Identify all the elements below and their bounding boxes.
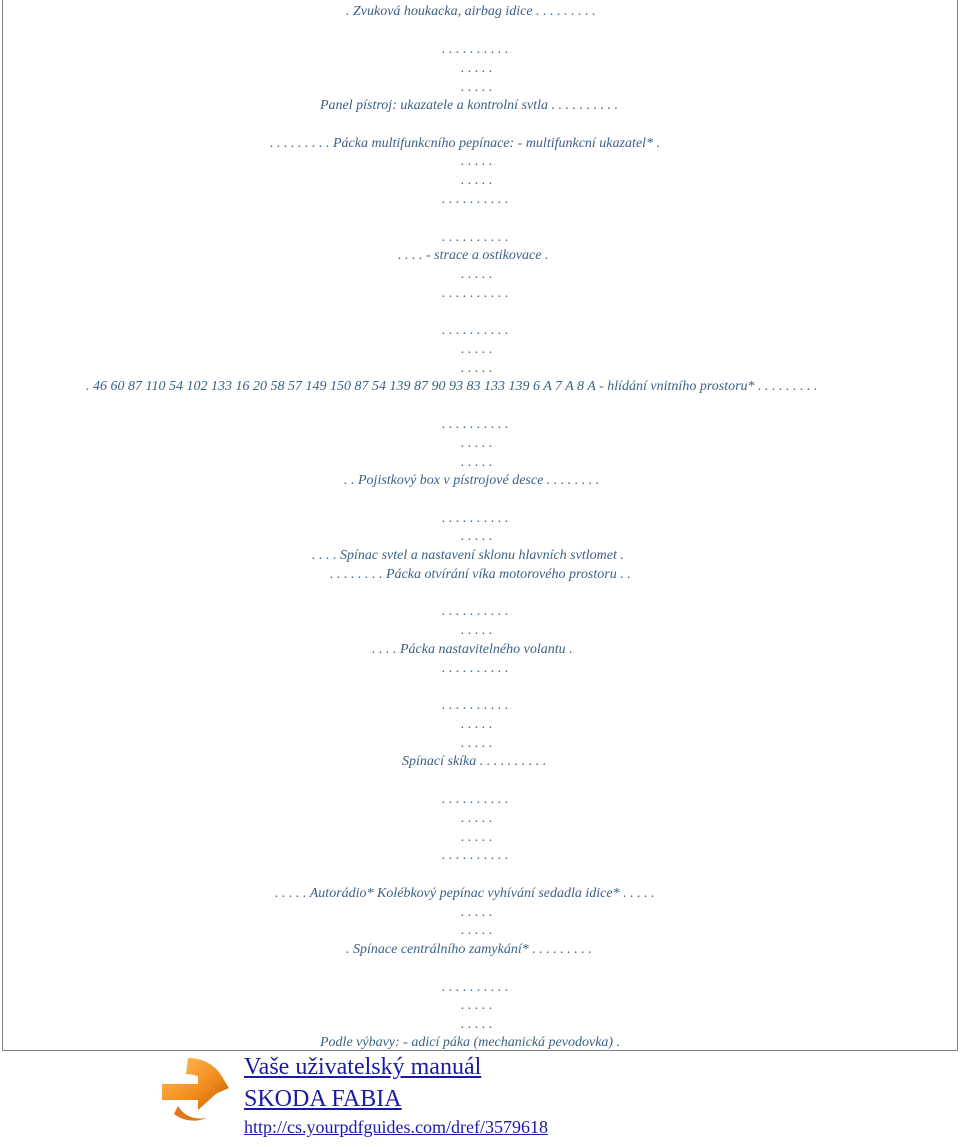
- text-line: . . . . .: [461, 61, 493, 76]
- text-line: . . . . . . . . . .: [442, 698, 509, 713]
- text-line: . . . . .: [461, 361, 493, 376]
- url-link[interactable]: http://cs.yourpdfguides.com/dref/3579618: [244, 1117, 548, 1137]
- text-line: . . . . - strace a ostikovace .: [398, 248, 549, 263]
- text-line: . . . . . . . . . .: [442, 661, 509, 676]
- text-line: . . . . .: [461, 173, 493, 188]
- text-line: . . . . . Autorádio* Kolébkový pepínac vyhívání sedadla idice* . . . . .: [275, 886, 655, 901]
- text-line: . . . . .: [461, 154, 493, 169]
- text-line: . . . . . . . . . .: [442, 848, 509, 863]
- text-line: . . . . . . . . Pácka otvírání víka motorového prostoru . .: [330, 567, 631, 582]
- text-line: . . . . . . . . . .: [442, 286, 509, 301]
- text-line: . . . . .: [461, 717, 493, 732]
- text-line: . . . . . . . . . Pácka multifunkcního pepínace: - multifunkcní ukazatel* .: [270, 136, 660, 151]
- text-line: . . . . .: [461, 267, 493, 282]
- text-line: . . . . .: [461, 342, 493, 357]
- text-line: . . . . .: [461, 998, 493, 1013]
- text-line: . . . . . . . . . .: [442, 323, 509, 338]
- text-line: . Zvuková houkacka, airbag idice . . . . . . . . .: [346, 4, 596, 19]
- text-line: Panel pístroj: ukazatele a kontrolní svtla . . . . . . . . . .: [320, 98, 618, 113]
- text-line: . . . . Spínac svtel a nastavení sklonu hlavních svtlomet .: [312, 548, 624, 563]
- text-line: . . . . .: [461, 923, 493, 938]
- text-line: . . . . .: [461, 830, 493, 845]
- text-line: . . . . . . . . . .: [442, 192, 509, 207]
- text-line: . . . . . . . . . .: [442, 417, 509, 432]
- text-line: . 46 60 87 110 54 102 133 16 20 58 57 149 150 87 54 139 87 90 93 83 133 139 6 A 7 A 8 A - hlídání vnitního prostoru* . . . . . . . . .: [86, 379, 818, 394]
- text-line: Podle výbavy: - adicí páka (mechanická pevodovka) .: [320, 1035, 621, 1050]
- text-line: . . Pojistkový box v pístrojové desce . . . . . . . .: [344, 473, 600, 488]
- text-line: . . . . . . . . . .: [442, 42, 509, 57]
- text-line: . . . . . . . . . .: [442, 980, 509, 995]
- text-line: . . . . . . . . . .: [442, 792, 509, 807]
- text-line: . . . . .: [461, 811, 493, 826]
- text-line: . . . . .: [461, 529, 493, 544]
- text-line: . . . . .: [461, 736, 493, 751]
- text-line: . . . . .: [461, 436, 493, 451]
- text-line: . . . . . . . . . .: [442, 604, 509, 619]
- text-line: . . . . .: [461, 905, 493, 920]
- orange-arrow-logo-icon: [158, 1054, 230, 1124]
- text-line: . . . . .: [461, 455, 493, 470]
- text-line: . . . . Pácka nastavitelného volantu .: [372, 642, 573, 657]
- text-line: . . . . . . . . . .: [442, 230, 509, 245]
- text-line: Spínací skíka . . . . . . . . . .: [402, 754, 547, 769]
- text-line: . . . . .: [461, 80, 493, 95]
- manual-link[interactable]: Vaše uživatelský manuál: [244, 1054, 482, 1080]
- text-line: . . . . .: [461, 623, 493, 638]
- product-link[interactable]: SKODA FABIA: [244, 1086, 402, 1112]
- text-line: . Spínace centrálního zamykání* . . . . . . . . .: [346, 942, 592, 957]
- text-line: . . . . . . . . . .: [442, 511, 509, 526]
- text-line: . . . . .: [461, 1017, 493, 1032]
